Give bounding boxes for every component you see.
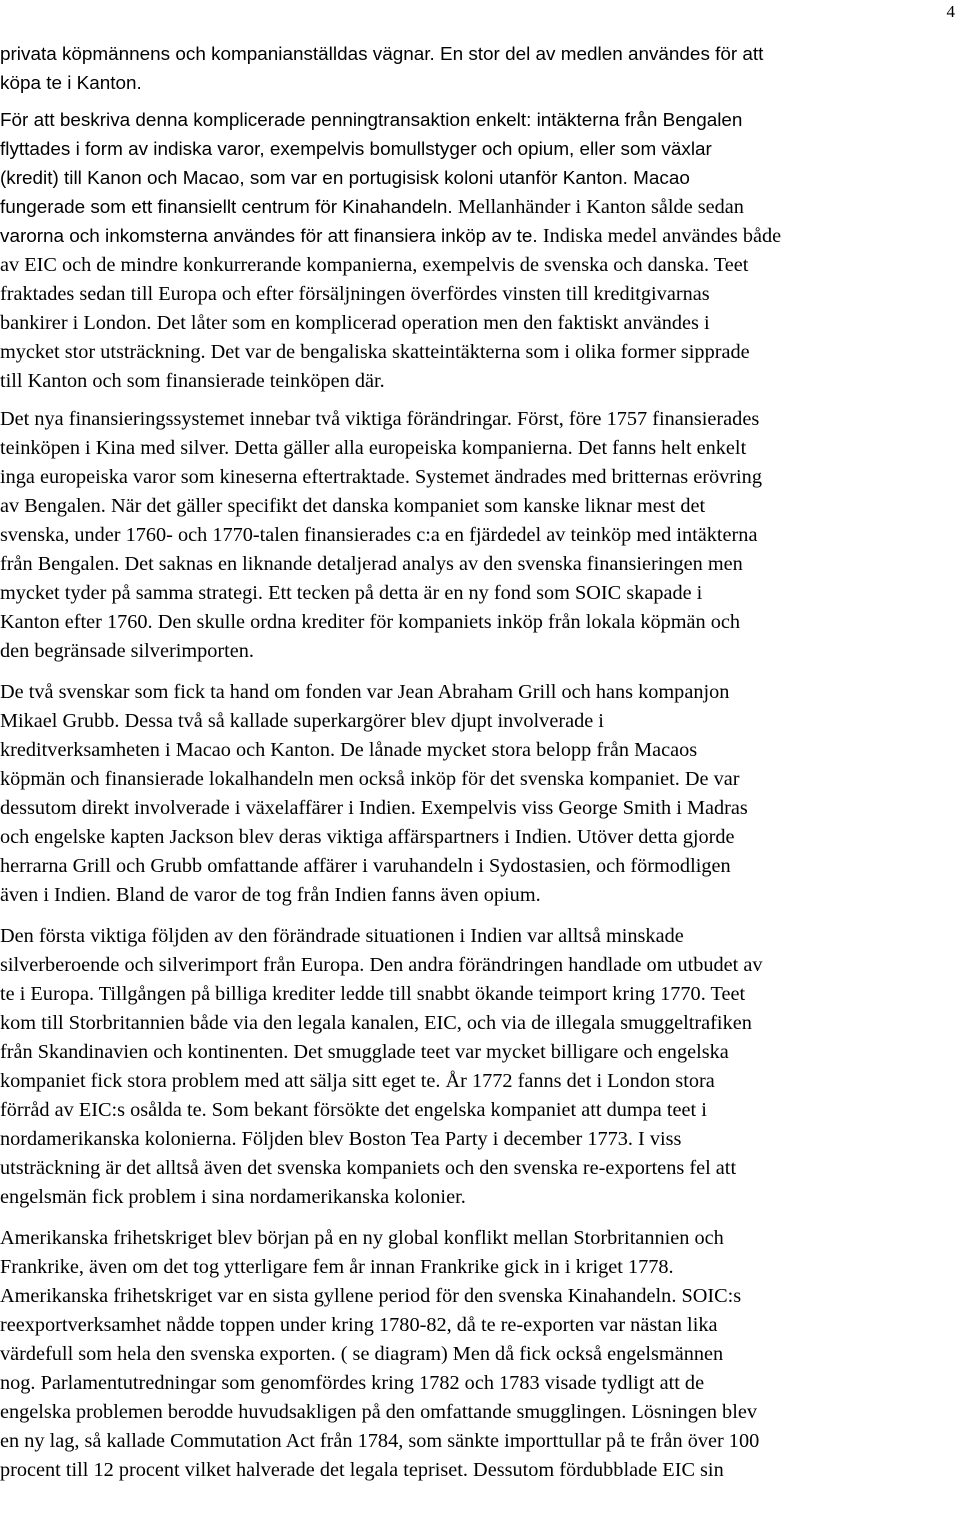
text-line: förråd av EIC:s osålda te. Som bekant försökte det engelska kompaniet att dumpa teet i bbox=[0, 1099, 707, 1121]
text-line: dessutom direkt involverade i växelaffärer i Indien. Exempelvis viss George Smith i Madras bbox=[0, 797, 748, 819]
text-line: från Bengalen. Det saknas en liknande detaljerad analys av den svenska finansieringen men bbox=[0, 553, 743, 575]
text-line: kom till Storbritannien både via den legala kanalen, EIC, och via de illegala smuggeltrafiken bbox=[0, 1012, 752, 1034]
text-line: och engelske kapten Jackson blev deras viktiga affärspartners i Indien. Utöver detta gjorde bbox=[0, 826, 735, 848]
text-line: köpmän och finansierade lokalhandeln men också inköp för det svenska kompaniet. De var bbox=[0, 768, 740, 790]
text-line: Frankrike, även om det tog ytterligare fem år innan Frankrike gick in i kriget 1778. bbox=[0, 1256, 674, 1278]
text-line: De två svenskar som fick ta hand om fonden var Jean Abraham Grill och hans kompanjon bbox=[0, 681, 730, 703]
text-line: te i Europa. Tillgången på billiga krediter ledde till snabbt ökande teimport kring 1770. Teet bbox=[0, 983, 746, 1005]
text-line: procent till 12 procent vilket halverade det legala tepriset. Dessutom fördubblade EIC sin bbox=[0, 1459, 724, 1481]
text-line: nordamerikanska kolonierna. Följden blev Boston Tea Party i december 1773. I viss bbox=[0, 1128, 682, 1150]
text-line: Mikael Grubb. Dessa två så kallade superkargörer blev djupt involverade i bbox=[0, 710, 604, 732]
text-line: inga europeiska varor som kineserna eftertraktade. Systemet ändrades med britternas erövring bbox=[0, 466, 762, 488]
paragraph-4 bbox=[0, 678, 956, 910]
document-body bbox=[0, 40, 956, 1485]
text-line: engelsmän fick problem i sina nordamerikanska kolonier. bbox=[0, 1186, 466, 1208]
text-line: kreditverksamheten i Macao och Kanton. De lånade mycket stora belopp från Macaos bbox=[0, 739, 698, 761]
text-line: kompaniet fick stora problem med att sälja sitt eget te. År 1772 fanns det i London stora bbox=[0, 1070, 715, 1092]
text-line: köpa te i Kanton. bbox=[0, 73, 142, 94]
text-line: från Skandinavien och kontinenten. Det smugglade teet var mycket billigare och engelska bbox=[0, 1041, 729, 1063]
text-line: teinköpen i Kina med silver. Detta gäller alla europeiska kompanierna. Det fanns helt enkelt bbox=[0, 437, 747, 459]
text-line: Amerikanska frihetskriget var en sista gyllene period för den svenska Kinahandeln. SOIC:s bbox=[0, 1285, 742, 1307]
text-line: Den första viktiga följden av den förändrade situationen i Indien var alltså minskade bbox=[0, 925, 684, 947]
text-line: För att beskriva denna komplicerade penningtransaktion enkelt: intäkterna från Bengalen bbox=[0, 110, 743, 131]
text-line: flyttades i form av indiska varor, exempelvis bomullstyger och opium, eller som växlar bbox=[0, 139, 712, 160]
text-line bbox=[0, 222, 956, 251]
text-line bbox=[0, 193, 956, 222]
text-segment: fungerade som ett finansiellt centrum för Kinahandeln. bbox=[0, 197, 458, 218]
text-line: en ny lag, så kallade Commutation Act från 1784, som sänkte importtullar på te från över 100 bbox=[0, 1430, 760, 1452]
text-line: privata köpmännens och kompanianställdas vägnar. En stor del av medlen användes för att bbox=[0, 44, 764, 65]
text-line: svenska, under 1760- och 1770-talen finansierades c:a en fjärdedel av teinköp med intäkterna bbox=[0, 524, 758, 546]
text-line: till Kanton och som finansierade teinköpen där. bbox=[0, 370, 385, 392]
text-segment: Indiska medel användes både bbox=[542, 225, 782, 247]
text-segment: Mellanhänder i Kanton sålde sedan bbox=[457, 196, 744, 218]
paragraph-3 bbox=[0, 405, 956, 666]
text-line: av Bengalen. När det gäller specifikt det danska kompaniet som kanske liknar mest det bbox=[0, 495, 706, 517]
text-line: den begränsade silverimporten. bbox=[0, 640, 254, 662]
text-line: nog. Parlamentutredningar som genomfördes kring 1782 och 1783 visade tydligt att de bbox=[0, 1372, 705, 1394]
paragraph-6 bbox=[0, 1224, 956, 1485]
text-line: Det nya finansieringssystemet innebar två viktiga förändringar. Först, före 1757 finansierades bbox=[0, 408, 760, 430]
text-line: herrarna Grill och Grubb omfattande affärer i varuhandeln i Sydostasien, och förmodligen bbox=[0, 855, 731, 877]
text-line: av EIC och de mindre konkurrerande kompanierna, exempelvis de svenska och danska. Teet bbox=[0, 254, 749, 276]
text-line: (kredit) till Kanon och Macao, som var en portugisisk koloni utanför Kanton. Macao bbox=[0, 168, 690, 189]
text-line: även i Indien. Bland de varor de tog från Indien fanns även opium. bbox=[0, 884, 541, 906]
paragraph-5 bbox=[0, 922, 956, 1212]
text-line: bankirer i London. Det låter som en komplicerad operation men den faktiskt användes i bbox=[0, 312, 710, 334]
text-line: Amerikanska frihetskriget blev början på en ny global konflikt mellan Storbritannien och bbox=[0, 1227, 724, 1249]
text-line: fraktades sedan till Europa och efter försäljningen överfördes vinsten till kreditgivarnas bbox=[0, 283, 710, 305]
text-line: silverberoende och silverimport från Europa. Den andra förändringen handlade om utbudet av bbox=[0, 954, 763, 976]
text-line: reexportverksamhet nådde toppen under kring 1780-82, då te re-exporten var nästan lika bbox=[0, 1314, 718, 1336]
text-line: värdefull som hela den svenska exporten. ( se diagram) Men då fick också engelsmännen bbox=[0, 1343, 724, 1365]
text-line: mycket tyder på samma strategi. Ett tecken på detta är en ny fond som SOIC skapade i bbox=[0, 582, 703, 604]
page-number: 4 bbox=[946, 2, 955, 21]
paragraph-1 bbox=[0, 40, 956, 98]
text-line: engelska problemen berodde huvudsakligen på den omfattande smugglingen. Lösningen blev bbox=[0, 1401, 757, 1423]
text-line: Kanton efter 1760. Den skulle ordna krediter för kompaniets inköp från lokala köpmän och bbox=[0, 611, 741, 633]
text-line: mycket stor utsträckning. Det var de bengaliska skatteintäkterna som i olika former sipprade bbox=[0, 341, 750, 363]
text-segment: varorna och inkomsterna användes för att finansiera inköp av te. bbox=[0, 226, 543, 247]
text-line: utsträckning är det alltså även det svenska kompaniets och den svenska re-exportens fel att bbox=[0, 1157, 737, 1179]
paragraph-2 bbox=[0, 106, 956, 396]
